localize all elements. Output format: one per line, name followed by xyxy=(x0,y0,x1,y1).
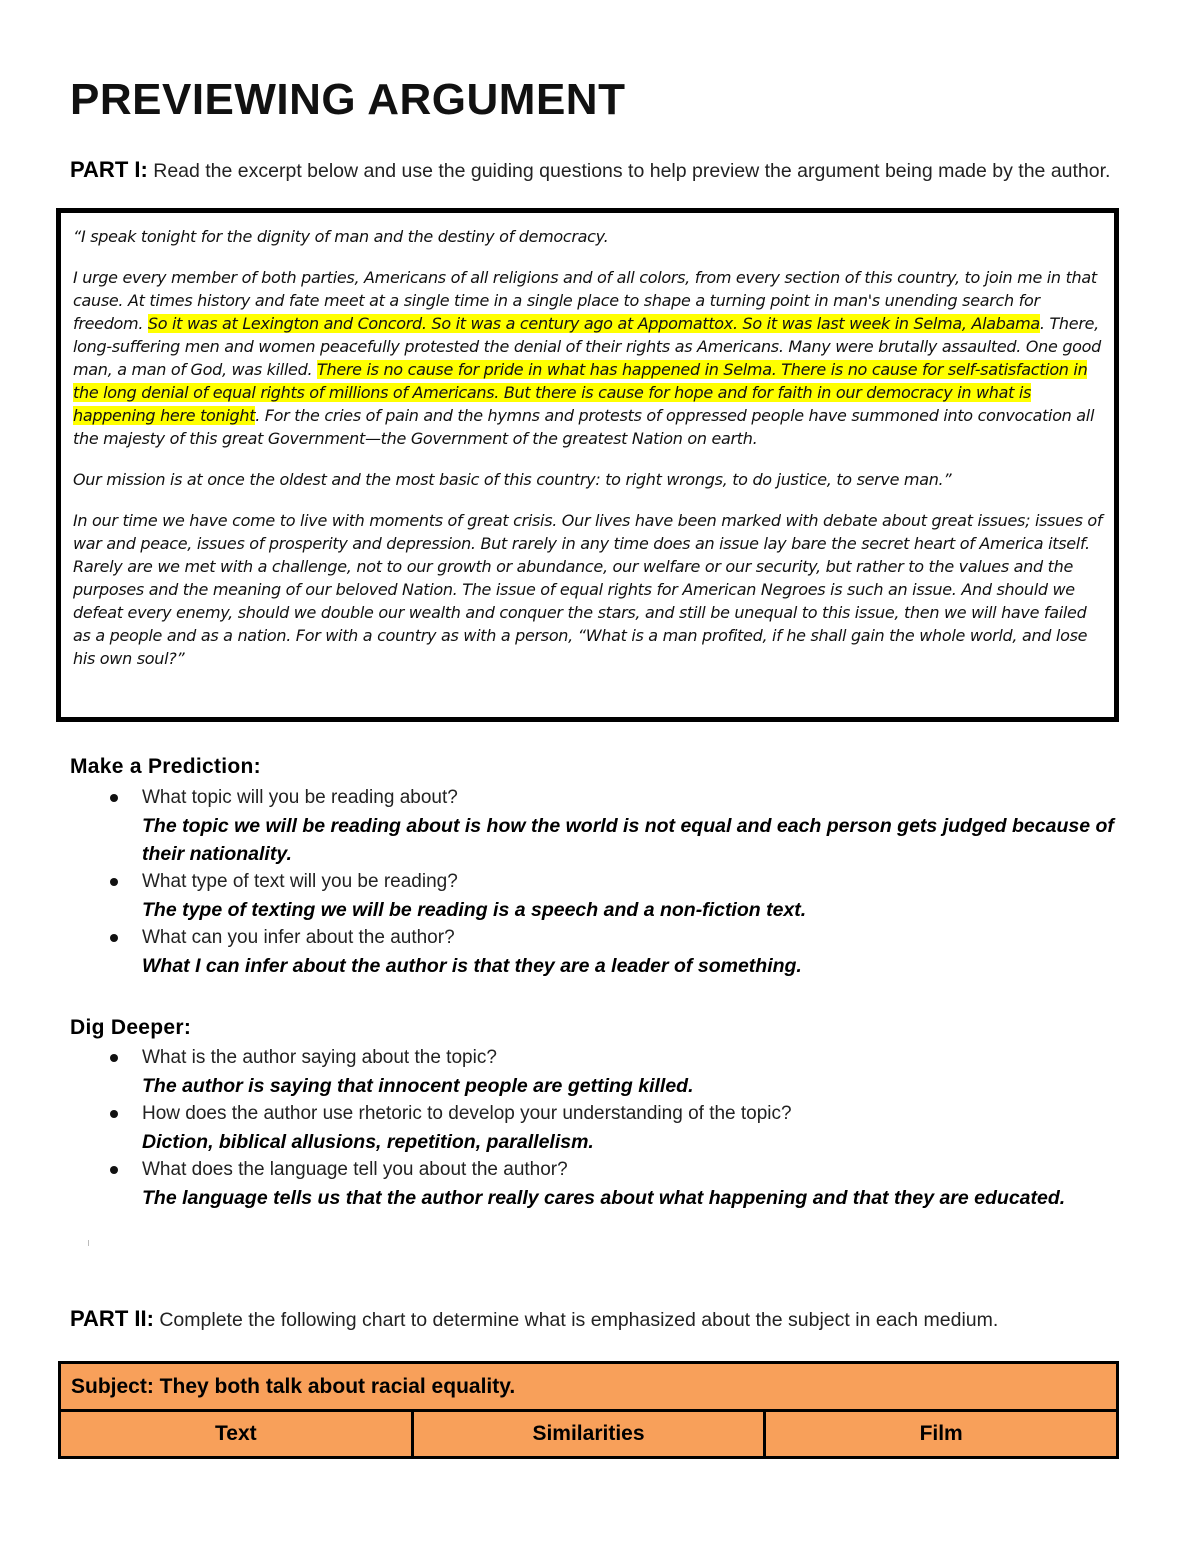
excerpt-paragraph-2 xyxy=(73,266,1103,450)
answer: The type of texting we will be reading is a speech and a non-fiction text. xyxy=(142,899,807,921)
excerpt-box xyxy=(56,208,1119,722)
list-item xyxy=(106,1156,1116,1212)
bullet-icon xyxy=(110,1166,118,1174)
answer: The language tells us that the author really cares about what happening and that they are educated. xyxy=(142,1187,1066,1209)
answer: What I can infer about the author is that they are a leader of something. xyxy=(142,955,802,977)
stray-mark xyxy=(88,1240,89,1246)
bullet-icon xyxy=(110,878,118,886)
bullet-icon xyxy=(110,794,118,802)
list-item xyxy=(106,1044,1116,1100)
list-item xyxy=(106,924,1116,980)
question: What does the language tell you about the author? xyxy=(142,1159,568,1180)
excerpt-p2-text-3: . For the cries of pain and the hymns and protests of oppressed people have summoned into convocation all the majesty of this great Government—the Government of the greatest Nation on earth. xyxy=(73,406,1095,448)
part2-instructions xyxy=(70,1305,998,1334)
comparison-chart xyxy=(58,1361,1119,1459)
question: What type of text will you be reading? xyxy=(142,871,458,892)
column-header-film: Film xyxy=(765,1411,1118,1458)
dig-deeper-list xyxy=(106,1044,1116,1212)
excerpt-paragraph-3: Our mission is at once the oldest and the most basic of this country: to right wrongs, to do justice, to serve man.” xyxy=(73,470,952,489)
answer: Diction, biblical allusions, repetition, parallelism. xyxy=(142,1131,594,1153)
bullet-icon xyxy=(110,1110,118,1118)
excerpt-highlight-2: There is no cause for pride in what has happened in Selma. There is no cause for self-satisfaction in the long denial of equal rights of millions of Americans. But there is cause for hope and for faith in our democracy in what is happening here tonight xyxy=(73,360,1088,425)
question: What topic will you be reading about? xyxy=(142,787,458,808)
question: How does the author use rhetoric to develop your understanding of the topic? xyxy=(142,1103,792,1124)
part2-instructions-text: Complete the following chart to determine what is emphasized about the subject in each medium. xyxy=(159,1309,999,1331)
part1-label: PART I: xyxy=(70,157,148,182)
list-item xyxy=(106,868,1116,924)
excerpt-highlight-1: So it was at Lexington and Concord. So it was a century ago at Appomattox. So it was last week in Selma, Alabama xyxy=(147,314,1040,333)
question: What can you infer about the author? xyxy=(142,927,455,948)
excerpt-text xyxy=(73,225,1103,688)
dig-deeper-heading: Dig Deeper: xyxy=(70,1016,192,1039)
part1-instructions-text: Read the excerpt below and use the guiding questions to help preview the argument being made by the author. xyxy=(153,160,1111,182)
excerpt-paragraph-1: “I speak tonight for the dignity of man and the destiny of democracy. xyxy=(73,227,609,246)
excerpt-p2-text-2: . There, long-suffering men and women peacefully protested the denial of their rights as Americans. Many were brutally assaulted. One good man, a man of God, was killed. xyxy=(73,314,1102,379)
bullet-icon xyxy=(110,934,118,942)
answer: The topic we will be reading about is how the world is not equal and each person gets judged because of their nationality. xyxy=(142,815,1114,865)
answer: The author is saying that innocent people are getting killed. xyxy=(142,1075,694,1097)
list-item xyxy=(106,784,1116,868)
excerpt-paragraph-4: In our time we have come to live with moments of great crisis. Our lives have been marked with debate about great issues; issues of war and peace, issues of prosperity and depression. But rarely in any time does an issue lay bare the secret heart of America itself. Rarely are we met with a challenge, not to our growth or abundance, our welfare or our security, but rather to the values and the purposes and the meaning of our beloved Nation. The issue of equal rights for American Negroes is such an issue. And should we defeat every enemy, should we double our wealth and conquer the stars, and still be unequal to this issue, then we will have failed as a people and as a nation. For with a country as with a person, “What is a man profited, if he shall gain the whole world, and lose his own soul?” xyxy=(73,511,1103,668)
question: What is the author saying about the topic? xyxy=(142,1047,497,1068)
column-header-similarities: Similarities xyxy=(412,1411,765,1458)
prediction-list xyxy=(106,784,1116,980)
bullet-icon xyxy=(110,1054,118,1062)
list-item xyxy=(106,1100,1116,1156)
excerpt-p2-text-1: I urge every member of both parties, Americans of all religions and of all colors, from every section of this country, to join me in that cause. At times history and fate meet at a single time in a single place to shape a turning point in man's unending search for freedom. xyxy=(73,268,1097,333)
subject-cell[interactable]: Subject: They both talk about racial equality. xyxy=(60,1363,1118,1411)
page-title: PREVIEWING ARGUMENT xyxy=(70,75,626,124)
part2-label: PART II: xyxy=(70,1306,154,1331)
table-row xyxy=(60,1363,1118,1411)
table-row xyxy=(60,1411,1118,1458)
column-header-text: Text xyxy=(60,1411,413,1458)
prediction-heading: Make a Prediction: xyxy=(70,755,261,778)
part1-instructions xyxy=(70,157,1130,184)
